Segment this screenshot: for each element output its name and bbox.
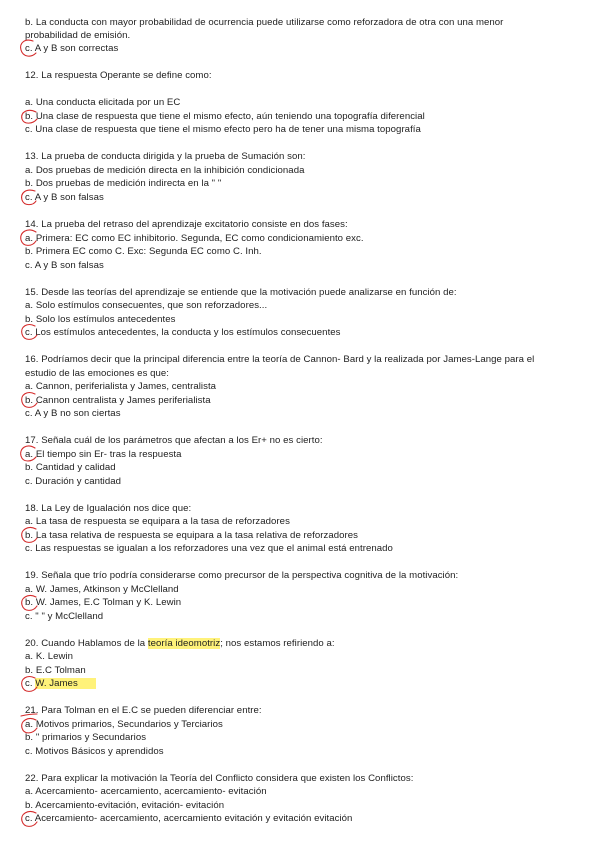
q21-option-c: c. Motivos Básicos y aprendidos: [25, 746, 164, 757]
q18-option-c: c. Las respuestas se igualan a los reforzadores una vez que el animal está entrenado: [25, 543, 393, 554]
q18-stem: 18. La Ley de Igualación nos dice que:: [25, 503, 192, 514]
q20-option-c-prefix: c.: [25, 678, 36, 689]
q20-stem: [25, 638, 335, 650]
q20-option-b: b. E.C Tolman: [25, 665, 86, 676]
q21-option-a: a. Motivos primarios, Secundarios y Terciarios: [25, 719, 223, 730]
q22-option-a: a. Acercamiento- acercamiento, acercamiento- evitación: [25, 786, 267, 797]
q20-highlighted-term: teoría ideomotriz: [147, 638, 221, 649]
q12-option-a: a. Una conducta elicitada por un EC: [25, 97, 181, 108]
q20-option-c-highlight: W. James: [35, 678, 96, 689]
q18-option-b: b. La tasa relativa de respuesta se equipara a la tasa relativa de reforzadores: [25, 530, 358, 541]
q19-stem: 19. Señala que trío podría considerarse como precursor de la perspectiva cognitiva de la motivación:: [25, 570, 459, 581]
q22-option-b: b. Acercamiento-evitación, evitación- evitación: [25, 800, 225, 811]
q16-option-b: b. Cannon centralista y James periferialista: [25, 395, 211, 406]
q20-stem-after: ; nos estamos refiriendo a:: [220, 638, 335, 649]
q15-stem: 15. Desde las teorías del aprendizaje se entiende que la motivación puede analizarse en función de:: [25, 287, 457, 298]
q17-option-c: c. Duración y cantidad: [25, 476, 122, 487]
q17-option-a: a. El tiempo sin Er- tras la respuesta: [25, 449, 182, 460]
q13-stem: 13. La prueba de conducta dirigida y la prueba de Sumación son:: [25, 151, 306, 162]
q19-option-c: c. " " y McClelland: [25, 611, 104, 622]
q14-option-c: c. A y B son falsas: [25, 260, 104, 271]
q17-stem: 17. Señala cuál de los parámetros que afectan a los Er+ no es cierto:: [25, 435, 323, 446]
q12-option-c: c. Una clase de respuesta que tiene el mismo efecto pero ha de tener una misma topografía: [25, 124, 421, 135]
q16-stem-line2: estudio de las emociones es que:: [25, 368, 169, 379]
q20-option-a: a. K. Lewin: [25, 651, 74, 662]
intro-option-c: c. A y B son correctas: [25, 43, 119, 54]
q22-stem: 22. Para explicar la motivación la Teoría del Conflicto considera que existen los Conflictos:: [25, 773, 414, 784]
q18-option-a: a. La tasa de respuesta se equipara a la tasa de reforzadores: [25, 516, 290, 527]
q15-option-c: c. Los estímulos antecedentes, la conducta y los estímulos consecuentes: [25, 327, 341, 338]
intro-option-b-line1: b. La conducta con mayor probabilidad de ocurrencia puede utilizarse como reforzadora de otra con una menor: [25, 17, 504, 28]
q12-option-b: b. Una clase de respuesta que tiene el mismo efecto, aún teniendo una topografía diferencial: [25, 111, 425, 122]
q16-stem-line1: 16. Podríamos decir que la principal diferencia entre la teoría de Cannon- Bard y la realizada por James-Lange para el: [25, 354, 535, 365]
q13-option-c: c. A y B son falsas: [25, 192, 104, 203]
q16-option-a: a. Cannon, periferialista y James, centralista: [25, 381, 217, 392]
q20-stem-before: 20. Cuando Hablamos de la: [25, 638, 148, 649]
intro-option-b-line2: probabilidad de emisión.: [25, 30, 131, 41]
q15-option-a: a. Solo estímulos consecuentes, que son reforzadores...: [25, 300, 268, 311]
q17-option-b: b. Cantidad y calidad: [25, 462, 116, 473]
q14-stem: 14. La prueba del retraso del aprendizaje excitatorio consiste en dos fases:: [25, 219, 348, 230]
q21-option-b: b. " primarios y Secundarios: [25, 732, 147, 743]
q13-option-b: b. Dos pruebas de medición indirecta en la " ": [25, 178, 222, 189]
q14-option-b: b. Primera EC como C. Exc: Segunda EC como C. Inh.: [25, 246, 262, 257]
q16-option-c: c. A y B no son ciertas: [25, 408, 121, 419]
q20-option-c: [25, 678, 96, 690]
q12-stem: 12. La respuesta Operante se define como:: [25, 70, 212, 81]
q19-option-a: a. W. James, Atkinson y McClelland: [25, 584, 179, 595]
q14-option-a: a. Primera: EC como EC inhibitorio. Segunda, EC como condicionamiento exc.: [25, 233, 364, 244]
q15-option-b: b. Solo los estímulos antecedentes: [25, 314, 176, 325]
q22-option-c: c. Acercamiento- acercamiento, acercamiento evitación y evitación evitación: [25, 813, 353, 824]
q19-option-b: b. W. James, E.C Tolman y K. Lewin: [25, 597, 182, 608]
q13-option-a: a. Dos pruebas de medición directa en la inhibición condicionada: [25, 165, 305, 176]
q21-stem: 21. Para Tolman en el E.C se pueden diferenciar entre:: [25, 705, 262, 716]
